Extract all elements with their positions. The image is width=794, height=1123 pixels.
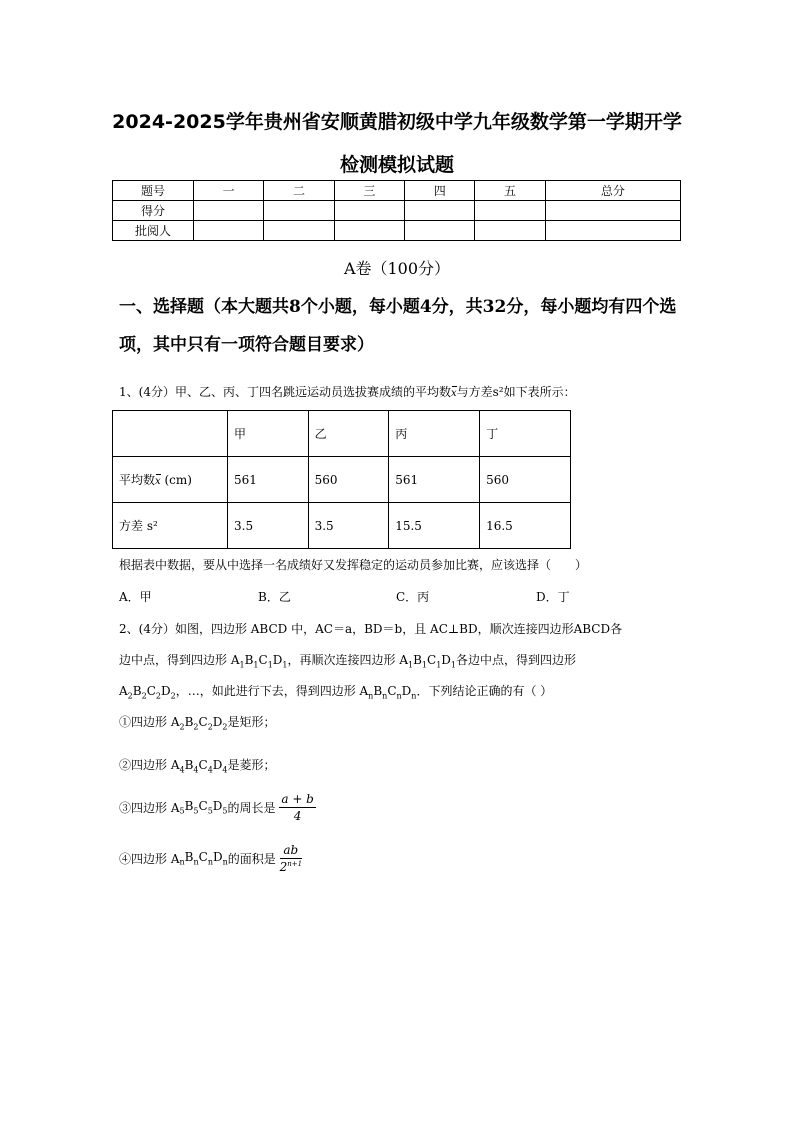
- statement-3-text-b: 的周长是: [227, 801, 276, 815]
- q2-line3-text-b: ，…，如此进行下去，得到四边形 A: [175, 684, 369, 698]
- score-header-cell: 三: [334, 181, 404, 201]
- q2-line2-text-a: 边中点，得到四边形 A: [119, 653, 240, 667]
- perimeter-fraction: [279, 792, 316, 823]
- q1-stem-text-c: 如下表所示：: [503, 385, 576, 399]
- statement-1-text-b: 是矩形；: [227, 715, 276, 729]
- q1-variance-label: 方差 s²: [113, 503, 228, 549]
- q1-stem-text-a: 1、(4分）甲、乙、丙、丁四名跳远运动员选拔赛成绩的平均数: [119, 385, 451, 399]
- x-bar-symbol: x: [155, 476, 161, 487]
- reviewer-cell[interactable]: [264, 221, 334, 241]
- q1-variance-value: 15.5: [389, 503, 480, 549]
- q1-header-cell: 丁: [480, 411, 571, 457]
- score-table: [112, 180, 681, 241]
- q1-variance-value: 3.5: [228, 503, 309, 549]
- q1-variance-value: 3.5: [308, 503, 389, 549]
- q2-line2: 边中点，得到四边形 $A_1B_1C_1D_1$，再顺次连接四边形 $A_1B_1C_1D_1$各边中点，得到四边形: [119, 653, 577, 670]
- score-cell[interactable]: [264, 201, 334, 221]
- q2-statement-3: ③四边形 $A_5B_5C_5D_5$的周长是 $\frac{a + b}{4}$: [119, 792, 314, 823]
- q1-mean-value: 560: [480, 457, 571, 503]
- q1-header-cell: 甲: [228, 411, 309, 457]
- q1-mean-label: [113, 457, 228, 503]
- q1-mean-value: 560: [308, 457, 389, 503]
- score-cell[interactable]: [334, 201, 404, 221]
- q1-mean-value: 561: [228, 457, 309, 503]
- q2-statement-1: ①四边形 $A_2B_2C_2D_2$是矩形；: [119, 715, 276, 732]
- score-cell[interactable]: [194, 201, 264, 221]
- q1-variance-value: 16.5: [480, 503, 571, 549]
- section-heading: 一、选择题（本大题共8个小题，每小题4分，共32分，每小题均有四个选项，其中只有一项符合题目要求）: [119, 297, 677, 355]
- reviewer-row-label: 批阅人: [113, 221, 194, 241]
- score-header-cell: 总分: [545, 181, 680, 201]
- score-table-header-row: [113, 181, 681, 201]
- denominator-base: 2: [279, 860, 288, 874]
- volume-label: A卷（100分）: [343, 259, 451, 278]
- score-header-cell: 题号: [113, 181, 194, 201]
- score-header-cell: 五: [475, 181, 545, 201]
- statement-2-text-a: ②四边形 A: [119, 758, 180, 772]
- q1-option-b[interactable]: B．乙: [258, 590, 291, 604]
- mean-unit: (cm): [160, 473, 192, 487]
- score-cell[interactable]: [405, 201, 475, 221]
- q1-variance-row: [113, 503, 571, 549]
- mean-label-text: 平均数: [119, 473, 156, 487]
- q1-table-header-row: [113, 411, 571, 457]
- q2-line2-text-c: 各边中点，得到四边形: [456, 653, 577, 667]
- reviewer-cell[interactable]: [405, 221, 475, 241]
- x-bar-symbol: x: [450, 388, 457, 399]
- q1-header-cell: [113, 411, 228, 457]
- statement-1-text-a: ①四边形 A: [119, 715, 180, 729]
- fraction-numerator: a + b: [281, 792, 314, 806]
- q1-option-a[interactable]: A．甲: [119, 590, 152, 604]
- q1-mean-row: [113, 457, 571, 503]
- q1-stem: [119, 383, 576, 400]
- exam-title-line2: 检测模拟试题: [339, 154, 454, 176]
- reviewer-cell[interactable]: [475, 221, 545, 241]
- q2-line3-text-a: A: [119, 684, 128, 698]
- q2-line3: $A_2B_2C_2D_2$，…，如此进行下去，得到四边形 $A_nB_nC_nD_n$．下列结论正确的有（ ）: [119, 684, 553, 701]
- statement-4-text-b: 的面积是: [227, 852, 276, 866]
- q1-option-d[interactable]: D．丁: [536, 590, 570, 604]
- score-cell[interactable]: [545, 201, 680, 221]
- score-row: [113, 201, 681, 221]
- q2-statement-4: ④四边形 $A_nB_nC_nD_n$的面积是 $\frac{ab}{2^{n+1}}$: [119, 843, 303, 874]
- reviewer-row: [113, 221, 681, 241]
- q1-header-cell: 乙: [308, 411, 389, 457]
- reviewer-cell[interactable]: [545, 221, 680, 241]
- fraction-numerator: ab: [280, 843, 302, 859]
- area-fraction: [280, 843, 302, 874]
- reviewer-cell[interactable]: [194, 221, 264, 241]
- q1-stem-text-b: 与方差: [456, 385, 493, 399]
- statement-4-text-a: ④四边形 A: [119, 852, 180, 866]
- statement-3-text-a: ③四边形 A: [119, 801, 180, 815]
- exam-title-line1: 2024-2025学年贵州省安顺黄腊初级中学九年级数学第一学期开学: [112, 111, 682, 133]
- q2-line2-text-b: ，再顺次连接四边形 A: [287, 653, 408, 667]
- denominator-exponent: n+1: [287, 860, 303, 868]
- q2-line1: 2、(4分）如图，四边形 ABCD 中，AC＝a，BD＝b，且 AC⊥BD，顺次连接四边形ABCD各: [119, 622, 623, 636]
- q1-data-table: [112, 410, 571, 549]
- score-header-cell: 一: [194, 181, 264, 201]
- statement-2-text-b: 是菱形；: [227, 758, 276, 772]
- score-row-label: 得分: [113, 201, 194, 221]
- reviewer-cell[interactable]: [334, 221, 404, 241]
- q2-statement-2: ②四边形 $A_4B_4C_4D_4$是菱形；: [119, 758, 276, 775]
- score-header-cell: 二: [264, 181, 334, 201]
- fraction-denominator: [280, 859, 302, 874]
- q1-header-cell: 丙: [389, 411, 480, 457]
- variance-symbol: s²: [492, 385, 504, 399]
- score-header-cell: 四: [405, 181, 475, 201]
- q1-question: 根据表中数据，要从中选择一名成绩好又发挥稳定的运动员参加比赛，应该选择（ ）: [119, 558, 588, 572]
- score-cell[interactable]: [475, 201, 545, 221]
- q1-mean-value: 561: [389, 457, 480, 503]
- q1-option-c[interactable]: C．丙: [396, 590, 430, 604]
- q2-line3-text-c: ．下列结论正确的有（ ）: [416, 684, 553, 698]
- fraction-denominator: 4: [293, 809, 302, 823]
